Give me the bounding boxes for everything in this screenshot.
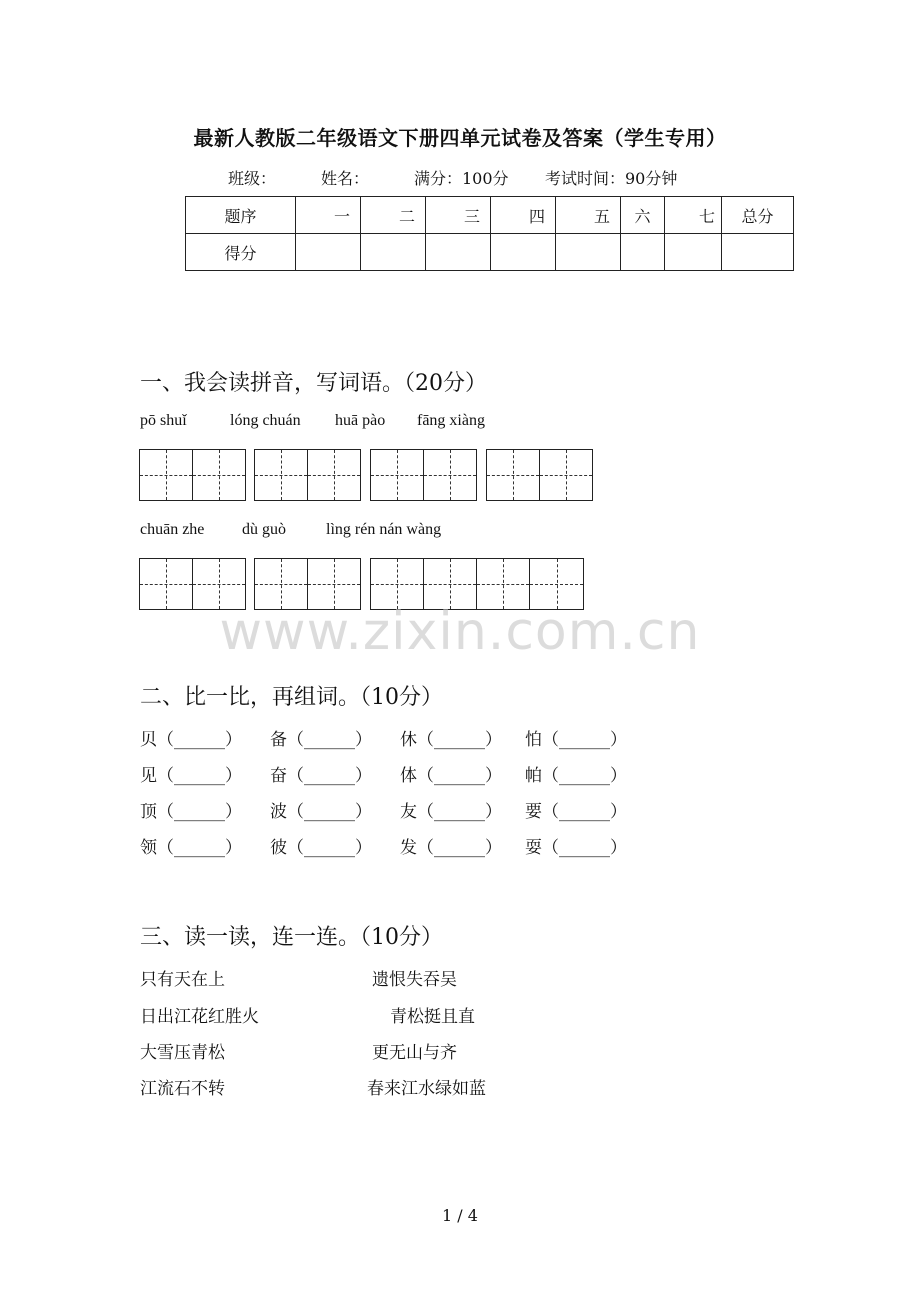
section1-heading: 一、我会读拼音，写词语。（20分） [140, 371, 487, 396]
score-table-score-row [186, 234, 794, 271]
score-header-cell: 一 [296, 197, 361, 234]
word-blank[interactable]: 彼（______） [270, 838, 372, 858]
pinyin-label: dù guò [242, 521, 286, 538]
score-input-cell[interactable] [426, 234, 491, 271]
page-number: 1 / 4 [442, 1206, 478, 1225]
word-blank[interactable]: 帕（______） [525, 766, 627, 786]
poem-left-line[interactable]: 大雪压青松 [140, 1043, 225, 1063]
section2-heading: 二、比一比，再组词。（10分） [140, 685, 443, 710]
writing-grid[interactable] [139, 449, 246, 501]
score-header-cell: 四 [491, 197, 556, 234]
word-blank[interactable]: 贝（______） [140, 730, 242, 750]
word-blank[interactable]: 友（______） [400, 802, 502, 822]
pinyin-label: huā pào [335, 412, 386, 429]
score-header-cell: 七 [665, 197, 722, 234]
score-header-cell: 五 [556, 197, 621, 234]
page-title: 最新人教版二年级语文下册四单元试卷及答案（学生专用） [193, 126, 727, 150]
score-input-cell[interactable] [665, 234, 722, 271]
score-header-cell: 总分 [722, 197, 794, 234]
score-table [185, 196, 794, 271]
score-input-cell[interactable] [296, 234, 361, 271]
grid-cell[interactable] [193, 450, 246, 500]
word-blank[interactable]: 耍（______） [525, 838, 627, 858]
poem-right-line[interactable]: 青松挺且直 [390, 1007, 475, 1027]
score-header-cell: 三 [426, 197, 491, 234]
grid-cell[interactable] [255, 450, 308, 500]
poem-left-line[interactable]: 江流石不转 [140, 1079, 225, 1099]
word-blank[interactable]: 奋（______） [270, 766, 372, 786]
word-blank[interactable]: 领（______） [140, 838, 242, 858]
grid-cell[interactable] [424, 450, 477, 500]
writing-grid[interactable] [254, 449, 361, 501]
class-field-label: 班级： [228, 169, 277, 188]
score-table-header-row [186, 197, 794, 234]
writing-grid[interactable] [370, 449, 477, 501]
score-input-cell[interactable] [621, 234, 665, 271]
grid-cell[interactable] [140, 450, 193, 500]
word-blank[interactable]: 备（______） [270, 730, 372, 750]
grid-cell[interactable] [540, 450, 593, 500]
word-blank[interactable]: 怕（______） [525, 730, 627, 750]
section3-heading: 三、读一读，连一连。（10分） [140, 925, 443, 950]
grid-cell[interactable] [308, 450, 361, 500]
score-row-label: 得分 [186, 234, 296, 271]
pinyin-label: pō shuǐ [140, 412, 187, 429]
writing-grid[interactable] [486, 449, 593, 501]
score-input-cell[interactable] [556, 234, 621, 271]
poem-right-line[interactable]: 遗恨失吞吴 [372, 970, 457, 990]
poem-left-line[interactable]: 日出江花红胜火 [140, 1007, 259, 1027]
score-input-cell[interactable] [361, 234, 426, 271]
exam-time-label: 考试时间：90分钟 [545, 169, 678, 188]
score-header-cell: 六 [621, 197, 665, 234]
grid-cell[interactable] [487, 450, 540, 500]
pinyin-label: lóng chuán [230, 412, 301, 429]
full-score-label: 满分：100分 [414, 169, 509, 188]
score-header-cell: 二 [361, 197, 426, 234]
score-input-cell[interactable] [722, 234, 794, 271]
poem-right-line[interactable]: 更无山与齐 [372, 1043, 457, 1063]
word-blank[interactable]: 要（______） [525, 802, 627, 822]
score-input-cell[interactable] [491, 234, 556, 271]
poem-left-line[interactable]: 只有天在上 [140, 970, 225, 990]
poem-right-line[interactable]: 春来江水绿如蓝 [367, 1079, 486, 1099]
word-blank[interactable]: 体（______） [400, 766, 502, 786]
word-blank[interactable]: 休（______） [400, 730, 502, 750]
word-blank[interactable]: 波（______） [270, 802, 372, 822]
pinyin-label: fāng xiàng [417, 412, 485, 429]
word-blank[interactable]: 见（______） [140, 766, 242, 786]
word-blank[interactable]: 发（______） [400, 838, 502, 858]
word-blank[interactable]: 顶（______） [140, 802, 242, 822]
name-field-label: 姓名： [321, 169, 370, 188]
pinyin-label: lìng rén nán wàng [326, 521, 442, 538]
watermark: www.zixin.com.cn [219, 602, 701, 662]
grid-cell[interactable] [371, 450, 424, 500]
pinyin-label: chuān zhe [140, 521, 205, 538]
score-header-cell: 题序 [186, 197, 296, 234]
